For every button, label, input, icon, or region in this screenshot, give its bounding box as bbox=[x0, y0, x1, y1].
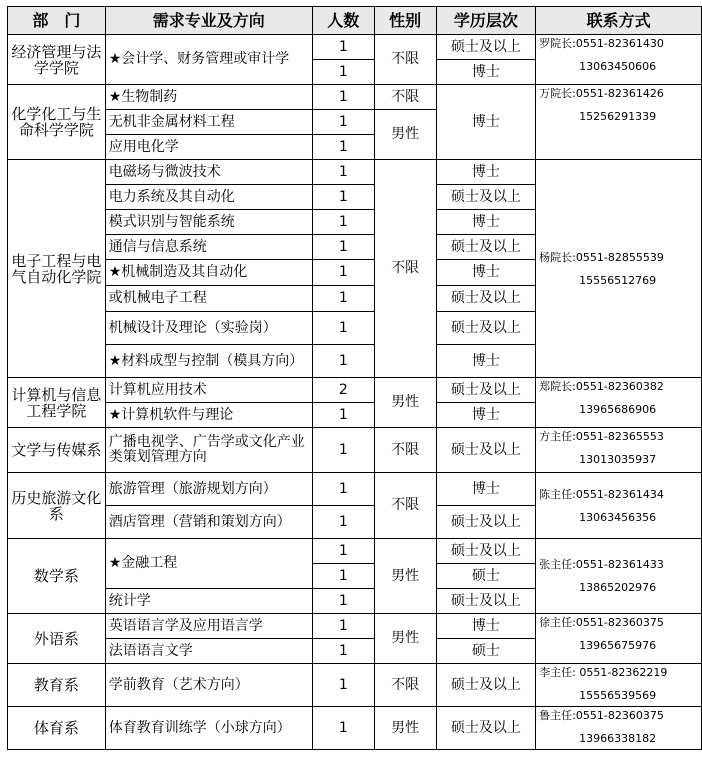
contact-cell bbox=[536, 707, 702, 750]
header-education: 学历层次 bbox=[436, 7, 536, 35]
major-cell: ★金融工程 bbox=[105, 539, 312, 589]
header-contact: 联系方式 bbox=[536, 7, 702, 35]
education-cell: 博士 bbox=[436, 85, 536, 160]
major-cell: 旅游管理（旅游规划方向） bbox=[105, 473, 312, 506]
major-cell: 学前教育（艺术方向） bbox=[105, 664, 312, 707]
count-cell: 1 bbox=[312, 235, 374, 260]
table-row bbox=[8, 614, 702, 639]
major-cell: 应用电化学 bbox=[105, 135, 312, 160]
education-cell: 硕士及以上 bbox=[436, 312, 536, 345]
count-cell: 1 bbox=[312, 135, 374, 160]
count-cell: 2 bbox=[312, 378, 374, 403]
contact-mobile: 13865202976 bbox=[579, 581, 657, 594]
table-row bbox=[8, 85, 702, 110]
contact-office: 万院长:0551-82361426 bbox=[539, 87, 664, 100]
header-count: 人数 bbox=[312, 7, 374, 35]
count-cell: 1 bbox=[312, 260, 374, 286]
gender-cell: 男性 bbox=[374, 707, 436, 750]
gender-cell: 不限 bbox=[374, 473, 436, 539]
count-cell: 1 bbox=[312, 60, 374, 85]
major-cell: 机械设计及理论（实验岗） bbox=[105, 312, 312, 345]
department-cell: 计算机与信息工程学院 bbox=[8, 378, 106, 428]
count-cell: 1 bbox=[312, 110, 374, 135]
contact-office: 李主任: 0551-82362219 bbox=[539, 666, 668, 679]
education-cell: 硕士及以上 bbox=[436, 235, 536, 260]
contact-mobile: 13965686906 bbox=[579, 403, 657, 416]
count-cell: 1 bbox=[312, 286, 374, 312]
major-cell: 英语语言学及应用语言学 bbox=[105, 614, 312, 639]
contact-mobile: 15556512769 bbox=[579, 273, 657, 287]
education-cell: 硕士及以上 bbox=[436, 286, 536, 312]
major-cell: 电磁场与微波技术 bbox=[105, 160, 312, 185]
gender-cell: 男性 bbox=[374, 614, 436, 664]
major-cell: ★材料成型与控制（模具方向） bbox=[105, 345, 312, 378]
contact-mobile: 13063456356 bbox=[579, 510, 657, 524]
major-cell: ★机械制造及其自动化 bbox=[105, 260, 312, 286]
table-row bbox=[8, 35, 702, 60]
contact-cell bbox=[536, 160, 702, 378]
contact-cell bbox=[536, 473, 702, 539]
department-cell: 历史旅游文化系 bbox=[8, 473, 106, 539]
major-cell: ★会计学、财务管理或审计学 bbox=[105, 35, 312, 85]
contact-cell bbox=[536, 35, 702, 85]
table-row bbox=[8, 664, 702, 707]
gender-cell: 不限 bbox=[374, 428, 436, 473]
education-cell: 博士 bbox=[436, 60, 536, 85]
count-cell: 1 bbox=[312, 35, 374, 60]
education-cell: 硕士及以上 bbox=[436, 506, 536, 539]
table-row bbox=[8, 160, 702, 185]
gender-cell: 男性 bbox=[374, 378, 436, 428]
gender-cell: 不限 bbox=[374, 85, 436, 110]
gender-cell: 男性 bbox=[374, 110, 436, 160]
contact-mobile: 13013035937 bbox=[579, 453, 657, 466]
education-cell: 硕士及以上 bbox=[436, 589, 536, 614]
education-cell: 硕士及以上 bbox=[436, 428, 536, 473]
department-cell: 经济管理与法学学院 bbox=[8, 35, 106, 85]
major-cell: 通信与信息系统 bbox=[105, 235, 312, 260]
count-cell: 1 bbox=[312, 160, 374, 185]
contact-office: 张主任:0551-82361433 bbox=[539, 558, 664, 571]
contact-cell bbox=[536, 614, 702, 664]
education-cell: 博士 bbox=[436, 260, 536, 286]
contact-office: 陈主任:0551-82361434 bbox=[539, 487, 664, 501]
count-cell: 1 bbox=[312, 312, 374, 345]
count-cell: 1 bbox=[312, 539, 374, 564]
department-cell: 化学化工与生命科学学院 bbox=[8, 85, 106, 160]
department-cell: 外语系 bbox=[8, 614, 106, 664]
contact-office: 郑院长:0551-82360382 bbox=[539, 380, 664, 393]
major-cell: ★生物制药 bbox=[105, 85, 312, 110]
contact-mobile: 15256291339 bbox=[579, 110, 657, 123]
department-cell: 教育系 bbox=[8, 664, 106, 707]
table-row bbox=[8, 378, 702, 403]
contact-cell bbox=[536, 85, 702, 160]
count-cell: 1 bbox=[312, 403, 374, 428]
education-cell: 硕士及以上 bbox=[436, 185, 536, 210]
contact-mobile: 15556539569 bbox=[579, 689, 657, 702]
count-cell: 1 bbox=[312, 639, 374, 664]
department-cell: 文学与传媒系 bbox=[8, 428, 106, 473]
major-cell: 电力系统及其自动化 bbox=[105, 185, 312, 210]
contact-cell bbox=[536, 428, 702, 473]
education-cell: 博士 bbox=[436, 210, 536, 235]
education-cell: 硕士及以上 bbox=[436, 378, 536, 403]
count-cell: 1 bbox=[312, 506, 374, 539]
contact-office: 方主任:0551-82365553 bbox=[539, 430, 664, 443]
contact-cell bbox=[536, 378, 702, 428]
count-cell: 1 bbox=[312, 185, 374, 210]
gender-cell: 不限 bbox=[374, 664, 436, 707]
count-cell: 1 bbox=[312, 345, 374, 378]
table-row bbox=[8, 539, 702, 564]
department-cell: 数学系 bbox=[8, 539, 106, 614]
education-cell: 硕士及以上 bbox=[436, 35, 536, 60]
major-cell: 模式识别与智能系统 bbox=[105, 210, 312, 235]
education-cell: 博士 bbox=[436, 614, 536, 639]
department-cell: 体育系 bbox=[8, 707, 106, 750]
major-cell: 统计学 bbox=[105, 589, 312, 614]
table-row bbox=[8, 428, 702, 473]
major-cell: 广播电视学、广告学或文化产业类策划管理方向 bbox=[105, 428, 312, 473]
header-department: 部 门 bbox=[8, 7, 106, 35]
count-cell: 1 bbox=[312, 707, 374, 750]
count-cell: 1 bbox=[312, 564, 374, 589]
contact-office: 杨院长:0551-82855539 bbox=[539, 250, 664, 264]
table-row bbox=[8, 707, 702, 750]
education-cell: 博士 bbox=[436, 160, 536, 185]
major-cell: 无机非金属材料工程 bbox=[105, 110, 312, 135]
education-cell: 硕士 bbox=[436, 564, 536, 589]
contact-mobile: 13965675976 bbox=[579, 639, 657, 652]
education-cell: 硕士 bbox=[436, 639, 536, 664]
count-cell: 1 bbox=[312, 614, 374, 639]
count-cell: 1 bbox=[312, 664, 374, 707]
contact-office: 徐主任:0551-82360375 bbox=[539, 616, 664, 629]
table-row bbox=[8, 473, 702, 506]
contact-cell bbox=[536, 539, 702, 614]
count-cell: 1 bbox=[312, 589, 374, 614]
count-cell: 1 bbox=[312, 85, 374, 110]
header-major: 需求专业及方向 bbox=[105, 7, 312, 35]
gender-cell: 不限 bbox=[374, 35, 436, 85]
major-cell: 计算机应用技术 bbox=[105, 378, 312, 403]
gender-cell: 男性 bbox=[374, 539, 436, 614]
contact-office: 鲁主任:0551-82360375 bbox=[539, 709, 664, 722]
major-cell: ★计算机软件与理论 bbox=[105, 403, 312, 428]
contact-cell bbox=[536, 664, 702, 707]
major-cell: 法语语言文学 bbox=[105, 639, 312, 664]
education-cell: 博士 bbox=[436, 403, 536, 428]
education-cell: 硕士及以上 bbox=[436, 664, 536, 707]
education-cell: 硕士及以上 bbox=[436, 707, 536, 750]
count-cell: 1 bbox=[312, 210, 374, 235]
gender-cell: 不限 bbox=[374, 160, 436, 378]
major-cell: 体育教育训练学（小球方向） bbox=[105, 707, 312, 750]
education-cell: 博士 bbox=[436, 473, 536, 506]
department-cell: 电子工程与电气自动化学院 bbox=[8, 160, 106, 378]
contact-mobile: 13063450606 bbox=[579, 60, 657, 73]
major-cell: 或机械电子工程 bbox=[105, 286, 312, 312]
header-gender: 性别 bbox=[374, 7, 436, 35]
recruitment-table bbox=[7, 6, 702, 750]
count-cell: 1 bbox=[312, 428, 374, 473]
contact-office: 罗院长:0551-82361430 bbox=[539, 37, 664, 50]
major-cell: 酒店管理（营销和策划方向） bbox=[105, 506, 312, 539]
education-cell: 硕士及以上 bbox=[436, 539, 536, 564]
count-cell: 1 bbox=[312, 473, 374, 506]
education-cell: 博士 bbox=[436, 345, 536, 378]
contact-mobile: 13966338182 bbox=[579, 732, 657, 745]
